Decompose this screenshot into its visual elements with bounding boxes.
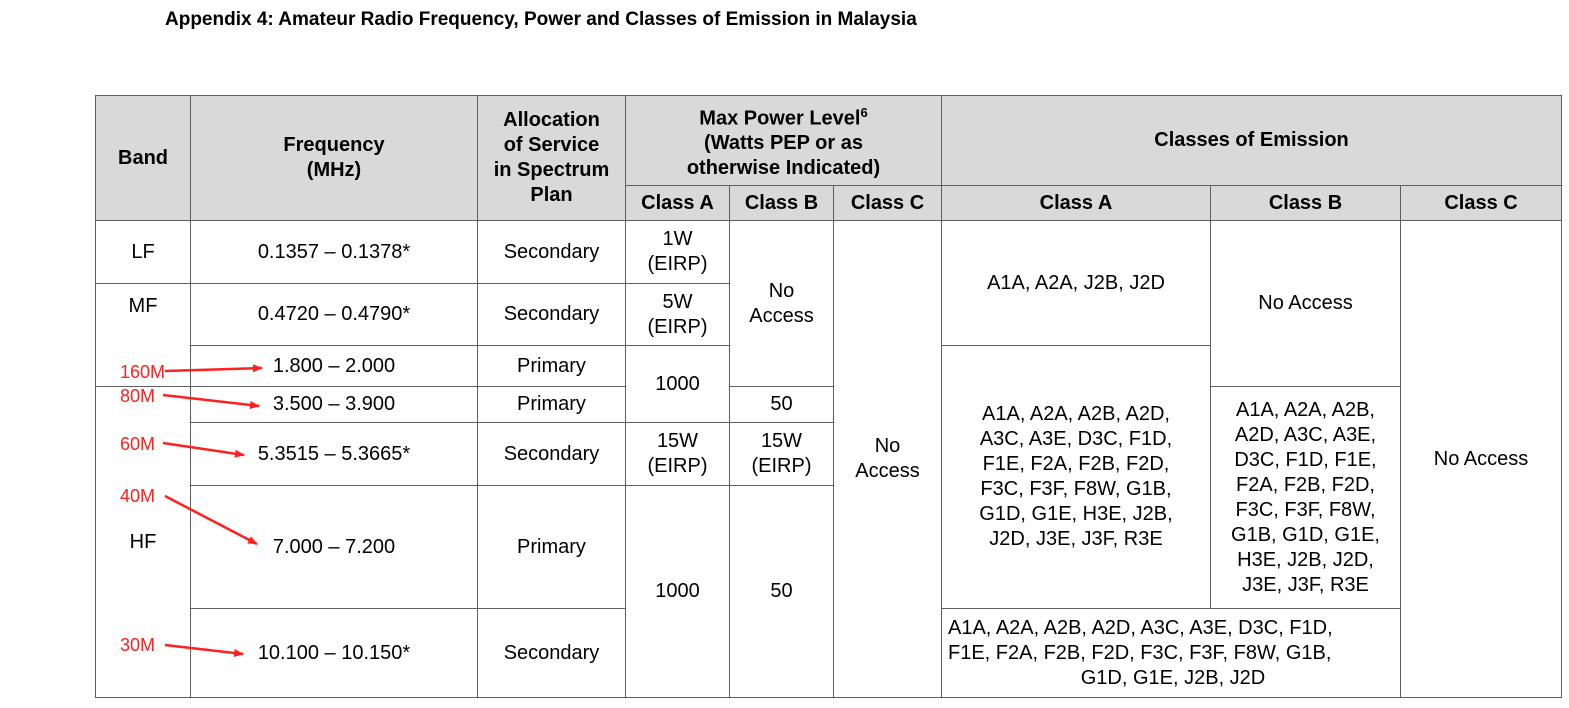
allocation-cell: Secondary bbox=[478, 423, 626, 486]
header-max-power: Max Power Level$^6$ (Watts PEP or as otherwise Indicated) bbox=[626, 96, 942, 186]
allocation-cell: Primary bbox=[478, 346, 626, 387]
power-class-a-cell: 5W (EIRP) bbox=[626, 284, 730, 346]
label-80m: 80M bbox=[120, 386, 156, 406]
table-row bbox=[96, 387, 1562, 423]
label-40m: 40M bbox=[120, 486, 156, 506]
label-60m: 60M bbox=[120, 434, 156, 454]
frequency-cell: 0.4720 – 0.4790* bbox=[191, 284, 478, 346]
emission-class-a-cell: A1A, A2A, A2B, A2D, A3C, A3E, D3C, F1D, F1E, F2A, F2B, F2D, F3C, F3F, F8W, G1B, G1D, G1E, H3E, J2B, J2D, J3E, J3F, R3E bbox=[942, 346, 1211, 609]
power-class-a-cell: 1000 bbox=[626, 486, 730, 698]
header-emission-class-c: Class C bbox=[1401, 186, 1562, 221]
band-cell: MF bbox=[96, 284, 191, 387]
header-power-class-a: Class A bbox=[626, 186, 730, 221]
frequency-cell: 0.1357 – 0.1378* bbox=[191, 221, 478, 284]
label-160m: 160M bbox=[120, 362, 166, 382]
header-power-class-c: Class C bbox=[834, 186, 942, 221]
page-title: Appendix 4: Amateur Radio Frequency, Power and Classes of Emission in Malaysia bbox=[165, 9, 917, 30]
allocation-cell: Primary bbox=[478, 486, 626, 609]
header-power-class-b: Class B bbox=[730, 186, 834, 221]
emission-class-b-cell: A1A, A2A, A2B, A2D, A3C, A3E, D3C, F1D, F1E, F2A, F2B, F2D, F3C, F3F, F8W, G1B, G1D, G1E, H3E, J2B, J2D, J3E, J3F, R3E bbox=[1211, 387, 1401, 609]
allocation-cell: Secondary bbox=[478, 609, 626, 698]
power-class-c-cell: No Access bbox=[834, 221, 942, 698]
allocation-cell: Secondary bbox=[478, 221, 626, 284]
power-class-b-cell: No Access bbox=[730, 221, 834, 387]
power-class-b-cell: 15W (EIRP) bbox=[730, 423, 834, 486]
table-row bbox=[96, 221, 1562, 284]
band-cell: HF bbox=[96, 387, 191, 698]
power-class-a-cell: 1W (EIRP) bbox=[626, 221, 730, 284]
header-band: Band bbox=[96, 96, 191, 221]
power-class-a-cell: 15W (EIRP) bbox=[626, 423, 730, 486]
frequency-table bbox=[95, 95, 1562, 698]
band-cell: LF bbox=[96, 221, 191, 284]
emission-class-a-cell: A1A, A2A, A2B, A2D, A3C, A3E, D3C, F1D, F1E, F2A, F2B, F2D, F3C, F3F, F8W, G1B, G1D, G1E, J2B, J2D bbox=[942, 609, 1401, 698]
frequency-cell: 7.000 – 7.200 bbox=[191, 486, 478, 609]
frequency-cell: 1.800 – 2.000 bbox=[191, 346, 478, 387]
label-30m: 30M bbox=[120, 635, 156, 655]
header-emission-class-a: Class A bbox=[942, 186, 1211, 221]
allocation-cell: Primary bbox=[478, 387, 626, 423]
header-allocation: Allocation of Service in Spectrum Plan bbox=[478, 96, 626, 221]
emission-class-b-cell: No Access bbox=[1211, 221, 1401, 387]
header-emission-class-b: Class B bbox=[1211, 186, 1401, 221]
emission-class-a-cell: A1A, A2A, J2B, J2D bbox=[942, 221, 1211, 346]
header-frequency: Frequency (MHz) bbox=[191, 96, 478, 221]
frequency-cell: 10.100 – 10.150* bbox=[191, 609, 478, 698]
power-class-b-cell: 50 bbox=[730, 387, 834, 423]
emission-class-c-cell: No Access bbox=[1401, 221, 1562, 698]
frequency-cell: 5.3515 – 5.3665* bbox=[191, 423, 478, 486]
power-class-b-cell: 50 bbox=[730, 486, 834, 698]
power-class-a-cell: 1000 bbox=[626, 346, 730, 423]
allocation-cell: Secondary bbox=[478, 284, 626, 346]
frequency-cell: 3.500 – 3.900 bbox=[191, 387, 478, 423]
header-classes-of-emission: Classes of Emission bbox=[942, 96, 1562, 186]
